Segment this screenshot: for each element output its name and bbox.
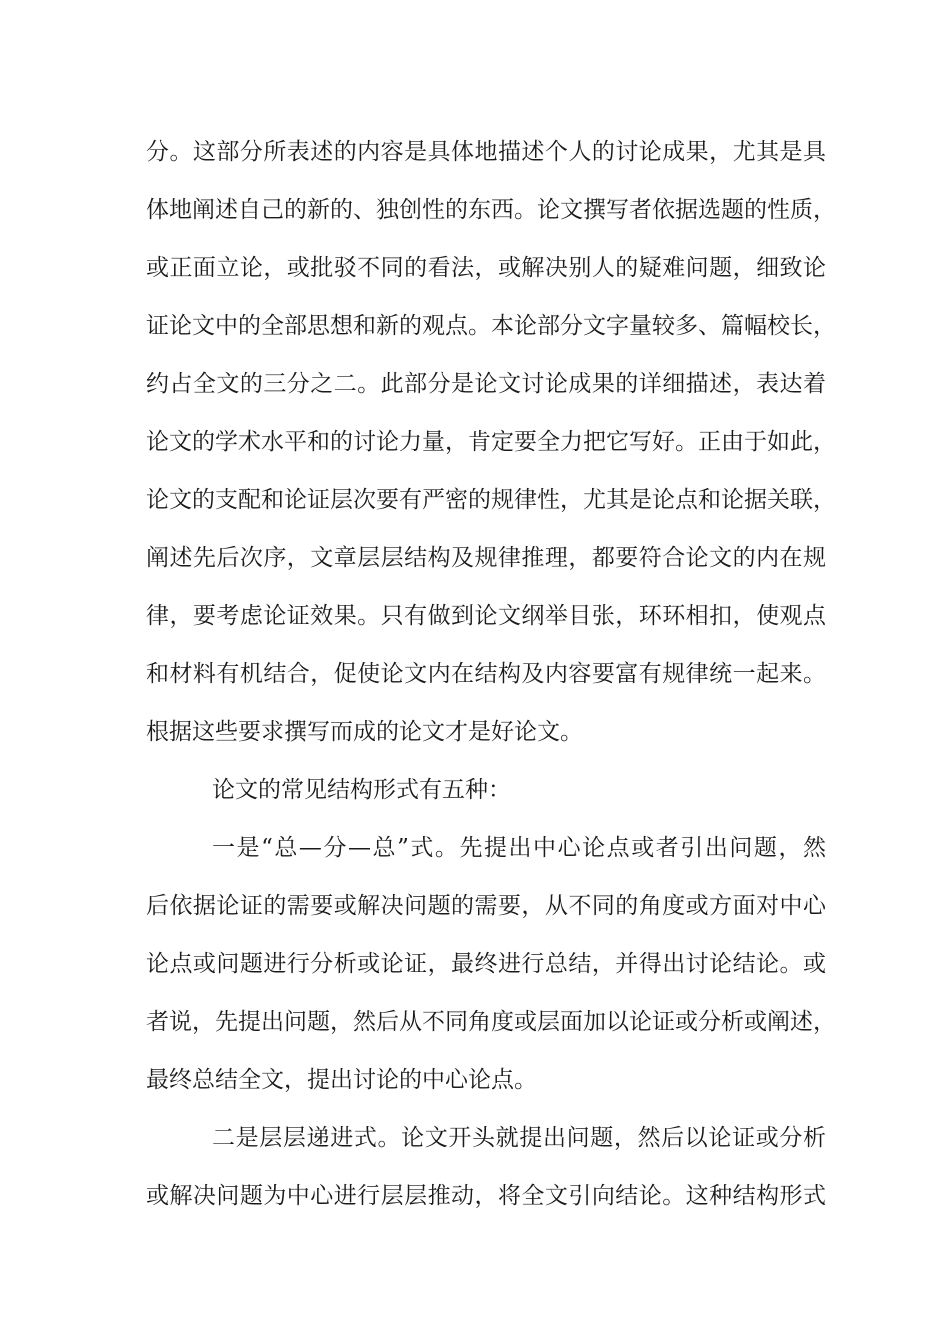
text-line-1: 分。这部分所表述的内容是具体地描述个人的讨论成果，尤其是具 [146, 139, 826, 165]
text-line-15: 论点或问题进行分析或论证，最终进行总结，并得出讨论结论。或 [146, 951, 826, 977]
text-line-5: 约占全文的三分之二。此部分是论文讨论成果的详细描述，表达着 [146, 371, 826, 397]
text-line-9: 律，要考虑论证效果。只有做到论文纲举目张，环环相扣，使观点 [146, 603, 826, 629]
text-line-2: 体地阐述自己的新的、独创性的东西。论文撰写者依据选题的性质， [146, 197, 836, 223]
text-line-13: 一是“总—分—总”式。先提出中心论点或者引出问题，然 [212, 835, 826, 861]
text-line-11: 根据这些要求撰写而成的论文才是好论文。 [146, 719, 583, 745]
text-line-3: 或正面立论，或批驳不同的看法，或解决别人的疑难问题，细致论 [146, 255, 826, 281]
text-line-16: 者说，先提出问题，然后从不同角度或层面加以论证或分析或阐述， [146, 1009, 836, 1035]
text-line-12: 论文的常见结构形式有五种： [212, 777, 511, 803]
text-line-6: 论文的学术水平和的讨论力量，肯定要全力把它写好。正由于如此， [146, 429, 836, 455]
text-line-18: 二是层层递进式。论文开头就提出问题，然后以论证或分析 [212, 1125, 826, 1151]
text-line-19: 或解决问题为中心进行层层推动，将全文引向结论。这种结构形式 [146, 1183, 826, 1209]
text-line-8: 阐述先后次序，文章层层结构及规律推理，都要符合论文的内在规 [146, 545, 826, 571]
text-line-7: 论文的支配和论证层次要有严密的规律性，尤其是论点和论据关联， [146, 487, 836, 513]
text-line-14: 后依据论证的需要或解决问题的需要，从不同的角度或方面对中心 [146, 893, 826, 919]
text-line-17: 最终总结全文，提出讨论的中心论点。 [146, 1067, 537, 1093]
text-line-10: 和材料有机结合，促使论文内在结构及内容要富有规律统一起来。 [146, 661, 826, 687]
text-line-4: 证论文中的全部思想和新的观点。本论部分文字量较多、篇幅校长， [146, 313, 836, 339]
